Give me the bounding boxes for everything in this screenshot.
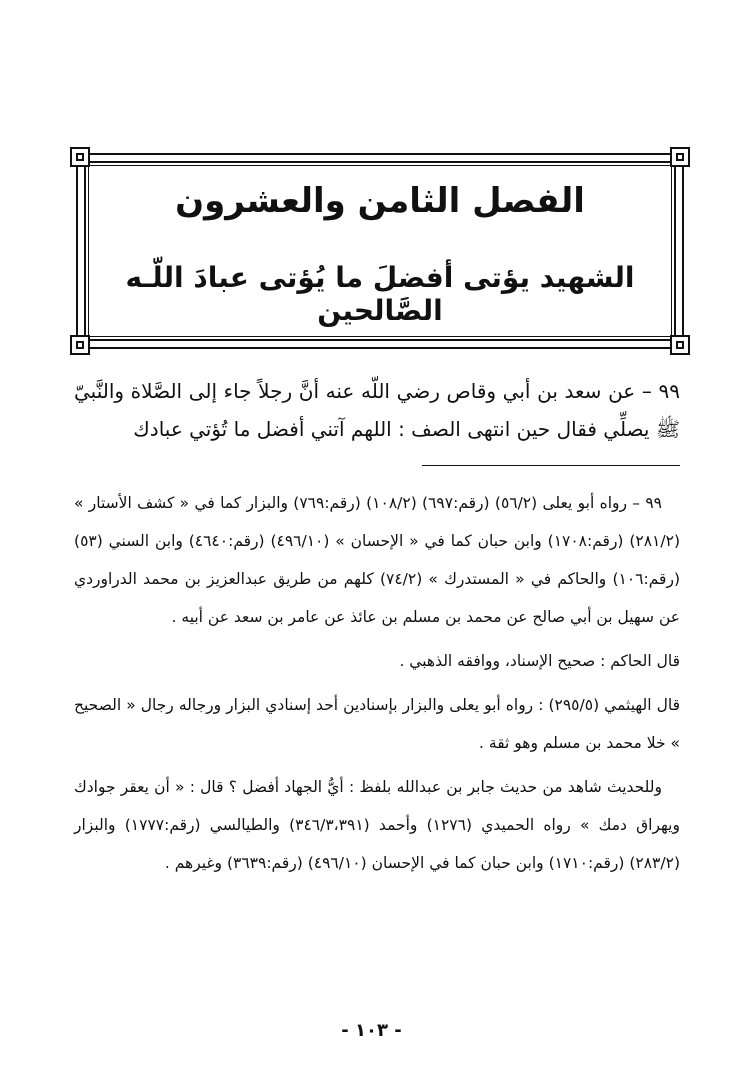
footnote-shahid: وللحديث شاهد من حديث جابر بن عبدالله بلفظ : أيُّ الجهاد أفضل ؟ قال : « أن يعقر جوادك ويهراق دمك » رواه الحميدي (١٢٧٦) وأحمد (٣٤٦/٣،٣٩١) والطيالسي (رقم:١٧٧٧) والبزار (٢٨٣/٢) (رقم:١٧١٠) وابن حبان كما في الإحسان (٤٩٦/١٠) (رقم:٣٦٣٩) وغيرهم . [74,778,680,872]
footnotes [74,484,680,888]
footnote-separator [422,465,680,466]
frame-corner-ornament [70,147,90,167]
frame-corner-ornament [670,147,690,167]
chapter-title-frame [70,147,690,355]
footnote-hakim: قال الحاكم : صحيح الإسناد، ووافقه الذهبي . [399,652,680,670]
footnote-takhrij: ٩٩ – رواه أبو يعلى (٥٦/٢) (رقم:٦٩٧) (١٠٨/٢) (رقم:٧٦٩) والبزار كما في « كشف الأستار » (٢٨١/٢) (رقم:١٧٠٨) وابن حبان كما في « الإحسان » (٤٩٦/١٠) (رقم:٤٦٤٠) وابن السني (٥٣) (رقم:١٠٦) والحاكم في « المستدرك » (٧٤/٢) كلهم من طريق عبدالعزيز بن محمد الدراوردي عن سهيل بن أبي صالح عن محمد بن مسلم بن عائذ عن عامر بن سعد عن أبيه . [74,494,680,626]
page-number: - ١٠٣ - [341,1020,402,1041]
footnote-haythami: قال الهيثمي (٢٩٥/٥) : رواه أبو يعلى والبزار بإسنادين أحد إسنادي البزار ورجاله رجال « الصحيح » خلا محمد بن مسلم وهو ثقة . [74,696,681,752]
hadith-text: ٩٩ – عن سعد بن أبي وقاص رضي اللّه عنه أنَّ رجلاً جاء إلى الصَّلاة والنَّبيّ ﷺ يصلِّي فقال حين انتهى الصف : اللهم آتني أفضل ما تُؤتي عبادك [74,379,680,441]
frame-corner-ornament [670,335,690,355]
frame-corner-ornament [70,335,90,355]
chapter-subtitle: الشهيد يؤتى أفضلَ ما يُؤتى عبادَ اللّـه الصَّالحين [125,261,635,327]
chapter-title: الفصل الثامن والعشرون [175,181,585,221]
